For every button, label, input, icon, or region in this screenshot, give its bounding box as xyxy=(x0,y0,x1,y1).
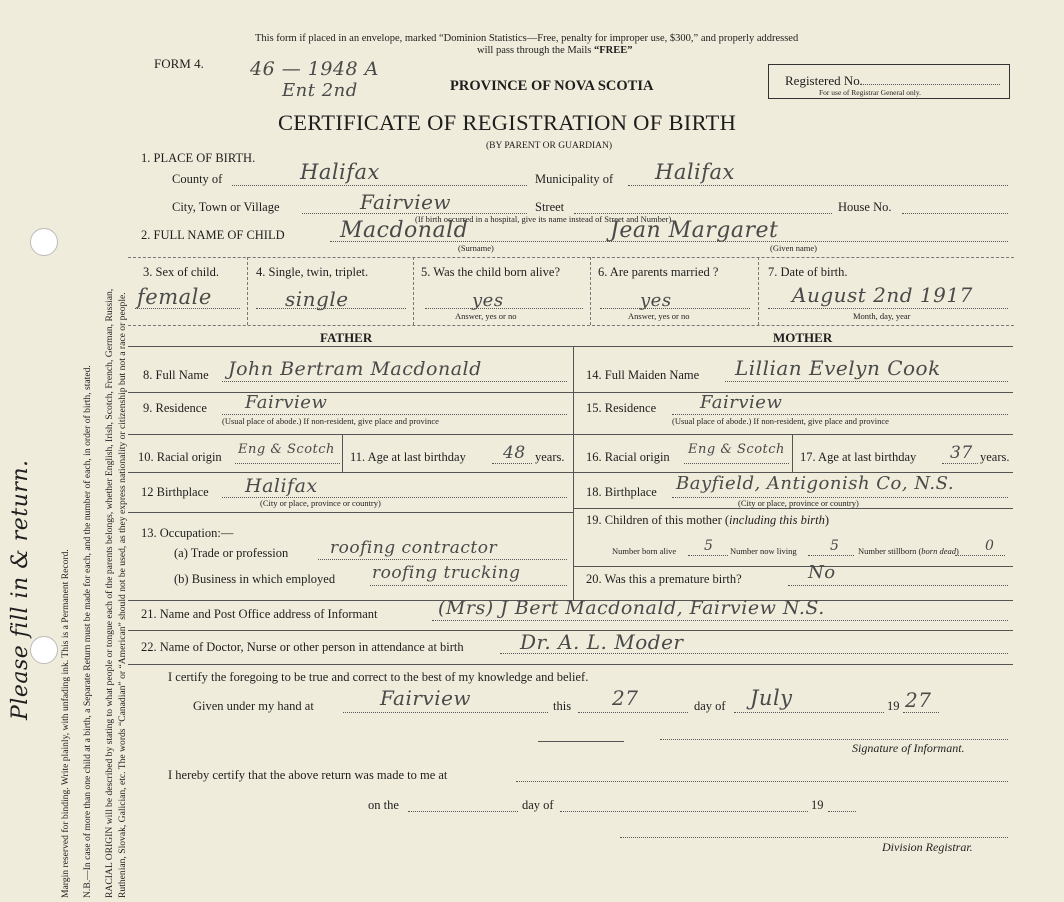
born-alive-value: yes xyxy=(472,290,504,311)
single-twin-label: 4. Single, twin, triplet. xyxy=(256,265,369,279)
children-label-c: ) xyxy=(824,513,830,527)
child-surname-value: Macdonald xyxy=(340,218,469,243)
born-alive-count-line xyxy=(688,555,728,556)
mother-row-5 xyxy=(573,508,1013,509)
mother-row-top xyxy=(573,346,1013,347)
this-label: this xyxy=(553,699,572,713)
day-of-line-2 xyxy=(560,811,808,812)
father-row-3 xyxy=(128,434,573,435)
envelope-free: “FREE” xyxy=(593,45,633,56)
dob-value: August 2nd 1917 xyxy=(792,283,973,307)
father-age-label: 11. Age at last birthday xyxy=(350,450,466,464)
stillborn-count-line xyxy=(955,555,1005,556)
cell-divider-3 xyxy=(590,257,591,325)
this-line xyxy=(578,712,688,713)
margin-note-2: N.B.—In case of more than one child at a birth, a Separate Return must be made for each, and the number of each, in order of birth, stated. xyxy=(82,365,93,898)
municipality-value: Halifax xyxy=(655,160,735,184)
father-name-value: John Bertram Macdonald xyxy=(228,358,482,380)
county-line xyxy=(232,185,527,186)
mother-birthplace-value: Bayfield, Antigonish Co, N.S. xyxy=(676,473,955,494)
day-of-line xyxy=(734,712,884,713)
cell-divider-4 xyxy=(758,257,759,325)
handwritten-margin-note: Please fill in & return. xyxy=(8,459,33,720)
born-alive-count-value: 5 xyxy=(704,538,714,554)
living-count-value: 5 xyxy=(830,538,840,554)
father-row-top xyxy=(128,346,573,347)
county-label: County of xyxy=(172,172,223,186)
father-age-line xyxy=(492,463,532,464)
day-of-label-2: day of xyxy=(522,798,554,812)
hereby-line xyxy=(516,781,1008,782)
municipality-label: Municipality of xyxy=(535,172,614,186)
stillborn-label-a: Number stillborn ( xyxy=(858,546,922,556)
street-label: Street xyxy=(535,200,565,214)
certificate-title: CERTIFICATE OF REGISTRATION OF BIRTH xyxy=(278,110,737,135)
single-value: single xyxy=(285,287,349,311)
given-year-value: 27 xyxy=(905,688,932,712)
form-number: FORM 4. xyxy=(154,56,204,71)
hereby-certify-label: I hereby certify that the above return was made to me at xyxy=(168,768,448,782)
mother-age-line xyxy=(942,463,978,464)
father-row-4 xyxy=(128,472,573,473)
father-heading: FATHER xyxy=(320,330,373,345)
date-of-birth-label: 7. Date of birth. xyxy=(768,265,848,279)
registered-label: Registered No. xyxy=(785,73,863,88)
father-residence-caption: (Usual place of abode.) If non-resident, give place and province xyxy=(222,416,439,426)
premature-line xyxy=(788,585,1008,586)
doctor-bottom-line xyxy=(128,664,1013,665)
father-racial-label: 10. Racial origin xyxy=(138,450,222,464)
envelope-note-2a: will pass through the Mails xyxy=(477,45,594,56)
short-rule xyxy=(538,741,624,742)
registered-box xyxy=(768,64,1010,99)
handwritten-reference-2: Ent 2nd xyxy=(282,80,358,101)
year-prefix-label-2: 19 xyxy=(811,798,824,812)
handwritten-reference-1: 46 — 1948 A xyxy=(250,58,379,80)
mother-name-value: Lillian Evelyn Cook xyxy=(735,356,941,380)
business-value: roofing trucking xyxy=(372,563,521,583)
mother-name-line xyxy=(725,381,1008,382)
premature-value: No xyxy=(808,562,836,583)
children-label-a: 19. Children of this mother ( xyxy=(586,513,730,527)
doctor-label: 22. Name of Doctor, Nurse or other person in attendance at birth xyxy=(141,640,464,654)
registrar-signature-line xyxy=(620,837,1008,838)
informant-line xyxy=(432,620,1008,621)
informant-signature-line xyxy=(660,739,1008,740)
city-value: Fairview xyxy=(360,190,452,214)
business-label: (b) Business in which employed xyxy=(174,572,336,586)
full-name-label: 2. FULL NAME OF CHILD xyxy=(141,228,285,242)
mother-age-label: 17. Age at last birthday xyxy=(800,450,917,464)
house-no-label: House No. xyxy=(838,200,892,214)
stillborn-label-b: born dead xyxy=(921,546,956,556)
city-label: City, Town or Village xyxy=(172,200,280,214)
cell-divider-1 xyxy=(247,257,248,325)
mother-residence-value: Fairview xyxy=(700,392,783,413)
born-alive-label: 5. Was the child born alive? xyxy=(421,265,561,279)
given-month-value: July xyxy=(750,686,793,710)
mother-heading: MOTHER xyxy=(773,330,833,345)
day-of-label: day of xyxy=(694,699,726,713)
division-registrar-caption: Division Registrar. xyxy=(882,840,973,854)
mother-birthplace-label: 18. Birthplace xyxy=(586,485,657,499)
father-racial-value: Eng & Scotch xyxy=(238,442,335,457)
mother-racial-label: 16. Racial origin xyxy=(586,450,670,464)
mother-age-value: 37 xyxy=(950,443,973,463)
father-row-2 xyxy=(128,392,573,393)
father-row-5 xyxy=(128,512,573,513)
binding-hole-bottom xyxy=(30,636,58,664)
envelope-note-2 xyxy=(477,45,632,56)
margin-note-3: RACIAL ORIGIN will be described by stating to what people or tongue each of the parents belongs, whether English, Irish, Scotch, French, German, Russian, xyxy=(104,288,115,898)
mother-row-3 xyxy=(573,434,1013,435)
mother-birthplace-caption: (City or place, province or country) xyxy=(738,498,859,508)
trade-line xyxy=(318,559,567,560)
born-alive-count-label: Number born alive xyxy=(612,546,677,556)
born-alive-caption: Answer, yes or no xyxy=(455,311,517,321)
on-the-label: on the xyxy=(368,798,399,812)
municipality-line xyxy=(628,185,1008,186)
parents-married-label: 6. Are parents married ? xyxy=(598,265,719,279)
stillborn-count-value: 0 xyxy=(985,538,995,554)
envelope-note: This form if placed in an envelope, marked “Dominion Statistics—Free, penalty for improper use, $300,” and properly addressed xyxy=(255,33,799,44)
premature-label: 20. Was this a premature birth? xyxy=(586,572,742,586)
father-residence-label: 9. Residence xyxy=(143,401,207,415)
informant-value: (Mrs) J Bert Macdonald, Fairview N.S. xyxy=(438,597,825,619)
sex-value: female xyxy=(137,285,212,309)
father-age-value: 48 xyxy=(503,443,526,463)
father-residence-line xyxy=(222,414,567,415)
hospital-note: (If birth occurred in a hospital, give its name instead of Street and Number) xyxy=(415,214,672,224)
dob-line xyxy=(768,308,1008,309)
registered-number-line xyxy=(860,84,1000,85)
stillborn-label-c: ) xyxy=(956,546,959,556)
born-alive-line xyxy=(425,308,583,309)
father-mother-divider xyxy=(573,346,574,600)
surname-caption: (Surname) xyxy=(458,243,494,253)
place-of-birth-label: 1. PLACE OF BIRTH. xyxy=(141,151,256,165)
children-label-b: including this birth xyxy=(729,513,825,527)
mother-racial-value: Eng & Scotch xyxy=(688,442,785,457)
year-prefix-label: 19 xyxy=(887,699,900,713)
business-line xyxy=(370,585,567,586)
father-birthplace-label: 12 Birthplace xyxy=(141,485,209,499)
mother-name-label: 14. Full Maiden Name xyxy=(586,368,700,382)
mother-years-label: years. xyxy=(980,450,1010,464)
married-caption: Answer, yes or no xyxy=(628,311,690,321)
cell-divider-2 xyxy=(413,257,414,325)
father-racial-line xyxy=(235,463,340,464)
father-birthplace-value: Halifax xyxy=(245,475,318,497)
given-place-value: Fairview xyxy=(380,686,472,710)
mother-row-6 xyxy=(573,566,1013,567)
sex-label: 3. Sex of child. xyxy=(143,265,220,279)
given-day-value: 27 xyxy=(612,686,639,710)
trade-label: (a) Trade or profession xyxy=(174,546,289,560)
given-at-line xyxy=(343,712,548,713)
stillborn-count-label xyxy=(858,546,959,556)
margin-note-4: Ruthenian, Slovak, Galician, etc. The words “Canadian” or “American” should not be used, as they express nationality or citizenship but not a race or people. xyxy=(117,292,128,898)
married-value: yes xyxy=(640,290,672,311)
registered-note: For use of Registrar General only. xyxy=(819,88,921,97)
house-no-line xyxy=(902,213,1008,214)
certify-statement: I certify the foregoing to be true and correct to the best of my knowledge and belief. xyxy=(168,670,589,684)
trade-value: roofing contractor xyxy=(330,538,498,558)
row-divider-top xyxy=(128,257,1014,258)
county-value: Halifax xyxy=(300,160,380,184)
father-years-label: years. xyxy=(535,450,565,464)
row-divider-mid xyxy=(128,325,1014,326)
doctor-value: Dr. A. L. Moder xyxy=(520,630,684,654)
informant-label: 21. Name and Post Office address of Informant xyxy=(141,607,378,621)
father-residence-value: Fairview xyxy=(245,392,328,413)
binding-hole-top xyxy=(30,228,58,256)
year-line xyxy=(903,712,939,713)
living-count-line xyxy=(808,555,854,556)
given-at-label: Given under my hand at xyxy=(193,699,314,713)
province-heading: PROVINCE OF NOVA SCOTIA xyxy=(450,78,654,94)
father-birthplace-caption: (City or place, province or country) xyxy=(260,498,381,508)
married-line xyxy=(600,308,750,309)
signature-informant-caption: Signature of Informant. xyxy=(852,741,965,755)
mother-residence-line xyxy=(672,414,1008,415)
child-given-name-value: Jean Margaret xyxy=(610,218,779,243)
mother-residence-caption: (Usual place of abode.) If non-resident, give place and province xyxy=(672,416,889,426)
dob-caption: Month, day, year xyxy=(853,311,911,321)
mother-row-2 xyxy=(573,392,1013,393)
father-racial-age-divider xyxy=(342,434,343,472)
certificate-subtitle: (BY PARENT OR GUARDIAN) xyxy=(486,141,613,151)
given-name-caption: (Given name) xyxy=(770,243,817,253)
mother-racial-line xyxy=(684,463,789,464)
year-line-2 xyxy=(828,811,856,812)
children-label xyxy=(586,513,829,528)
margin-note-1: Margin reserved for binding. Write plainly, with unfading ink. This is a Permanent Record. xyxy=(60,549,71,898)
mother-residence-label: 15. Residence xyxy=(586,401,657,415)
occupation-label: 13. Occupation:— xyxy=(141,526,234,540)
living-count-label: Number now living xyxy=(730,546,797,556)
on-the-line xyxy=(408,811,518,812)
father-name-label: 8. Full Name xyxy=(143,368,209,382)
father-name-line xyxy=(222,381,567,382)
mother-racial-age-divider xyxy=(792,434,793,472)
